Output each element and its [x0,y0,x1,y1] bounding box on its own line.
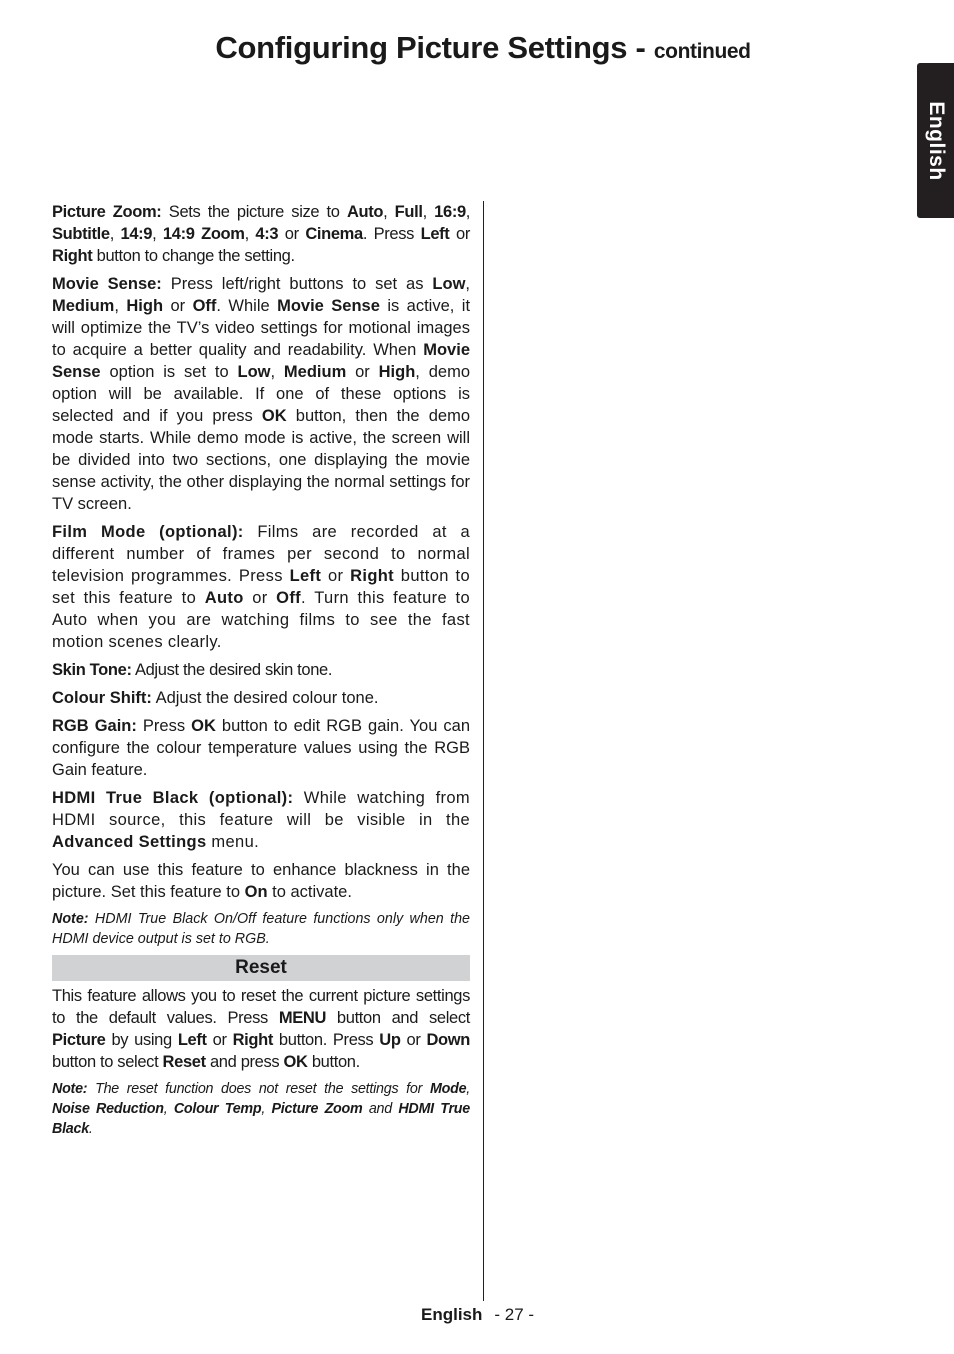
rgb-gain-paragraph: RGB Gain: Press OK button to edit RGB gain. You can configure the colour temperature values using the RGB Gain feature. [52,717,471,779]
page-title-main: Configuring Picture Settings - [215,30,654,65]
hdmi-true-black-note: Note: HDMI True Black On/Off feature functions only when the HDMI device output is set to RGB. [52,911,470,947]
page-title-continued: continued [653,40,751,63]
page-number: - 27 - [494,1305,535,1324]
reset-paragraph: This feature allows you to reset the current picture settings to the default values. Press MENU button and select Picture by using Left or Right button. Press Up or Down button to select Reset and press OK button. [52,987,470,1071]
skin-tone-paragraph: Skin Tone: Adjust the desired skin tone. [52,661,333,679]
movie-sense-paragraph: Movie Sense: Press left/right buttons to set as Low, Medium, High or Off. While Movie Sense is active, it will optimize the TV’s video settings for motional images to acquire a better quality and readability. When Movie Sense option is set to Low, Medium or High, demo option will be available. If one of these options is selected and if you press OK button, then the demo mode starts. While demo mode is active, the screen will be divided into two sections, one displaying the movie sense activity, the other displaying the normal settings for TV screen. [52,275,471,513]
language-tab-label: English [924,100,948,181]
footer-language: English [421,1305,483,1324]
column-divider [483,201,484,1301]
colour-shift-paragraph: Colour Shift: Adjust the desired colour tone. [52,689,379,707]
reset-note: Note: The reset function does not reset the settings for Mode, Noise Reduction, Colour Temp, Picture Zoom and HDMI True Black. [52,1081,470,1137]
reset-section-heading: Reset [52,955,470,981]
language-tab [917,63,954,218]
hdmi-true-black-paragraph: HDMI True Black (optional): While watching from HDMI source, this feature will be visible in the Advanced Settings menu. [52,789,470,851]
picture-zoom-paragraph: Picture Zoom: Sets the picture size to Auto, Full, 16:9, Subtitle, 14:9, 14:9 Zoom, 4:3 or Cinema. Press Left or Right button to change the setting. [52,203,471,265]
page-title [0,30,954,66]
film-mode-paragraph: Film Mode (optional): Films are recorded at a different number of frames per second to normal television programmes. Press Left or Right button to set this feature to Auto or Off. Turn this feature to Auto when you are watching films to see the fast motion scenes clearly. [52,523,471,651]
left-column [52,201,470,1145]
page-footer [421,1305,534,1325]
hdmi-true-black-usage-paragraph: You can use this feature to enhance blackness in the picture. Set this feature to On to activate. [52,861,470,901]
